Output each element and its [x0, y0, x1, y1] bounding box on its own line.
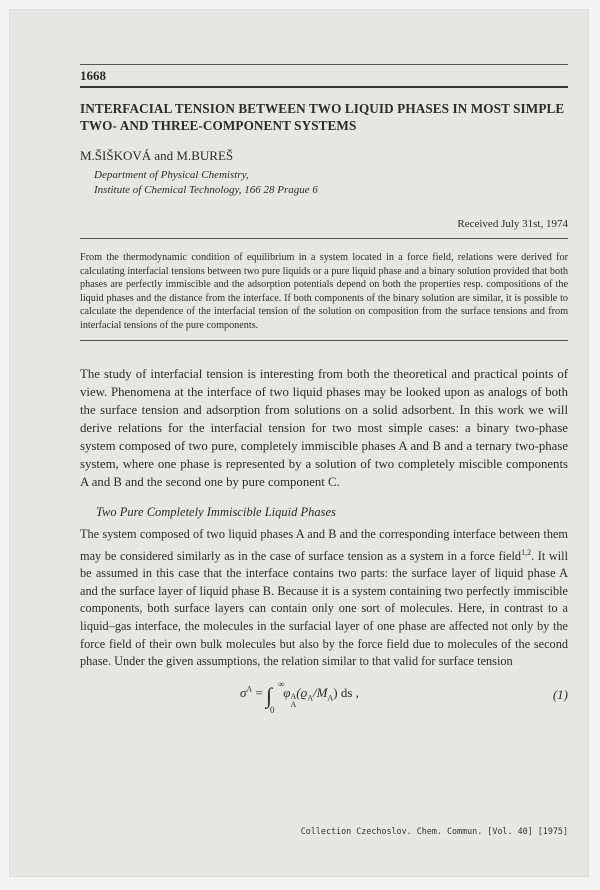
intro-paragraph: The study of interfacial tension is interesting from both the theoretical and practical points of view. Phenomena at the interface of two liquid phases may be looked upon as analogs of both the surface tension and adsorption from solutions on a solid adsorbent. In this work we will derive relations for the interfacial tension for two most simple cases: a binary two-phase system composed of two pure, completely immiscible phases A and B and a ternary two-phase system, where one phase is represented by a solution of two completely miscible components A and B and the second one by pure component C.: [80, 367, 568, 489]
eq-tail: ) ds ,: [333, 684, 359, 700]
affiliation-department: Department of Physical Chemistry,: [94, 169, 249, 181]
abstract-bottom-rule: [80, 340, 568, 341]
integral-upper-limit: ∞: [278, 678, 285, 689]
equation-1: [80, 675, 568, 719]
section-paragraph-part1: The system composed of two liquid phases A and B and the corresponding interface between them may be considered similarly as in the case of surface tension as a system in a force field: [80, 527, 568, 563]
top-rule: [80, 64, 568, 65]
citation-reference: 1,2: [521, 547, 532, 557]
section-heading: Two Pure Completely Immiscible Liquid Phases: [96, 505, 336, 519]
equation-number: (1): [552, 686, 568, 702]
section-paragraph-part2: . It will be assumed in this case that the interface contains two parts: the surface layer of liquid phase A and the surface layer of liquid phase B. Because it is a system containing two perfectly immiscible components, both surface layers can contain only one sort of molecules. Here, in contrast to a liquid–gas interface, the molecules in the surfacial layer of one phase are affected not only by the force field of their own bulk molecules but also by the force field due to molecules of the second phase. Under the given assumptions, the relation similar to that valid for surface tension: [80, 548, 568, 669]
received-date: Received July 31st, 1974: [457, 218, 568, 230]
eq-molar-mass: /M: [313, 684, 328, 700]
article-authors: M.ŠIŠKOVÁ and M.BUREŠ: [80, 148, 234, 163]
integral-lower-limit: 0: [270, 704, 275, 715]
eq-lhs: σ: [240, 684, 247, 700]
eq-integrand-sup: A: [290, 691, 297, 701]
article-title: INTERFACIAL TENSION BETWEEN TWO LIQUID PHASES IN MOST SIMPLE TWO- AND THREE-COMPONENT SYSTEMS: [80, 101, 565, 133]
eq-equals: =: [252, 684, 267, 700]
abstract-top-rule: [80, 238, 568, 239]
header-rule: [80, 86, 568, 88]
eq-integrand-sub: A: [290, 699, 297, 709]
page-content: [80, 64, 568, 836]
eq-rho-sub: A: [307, 693, 313, 703]
eq-lhs-sup: A: [246, 684, 253, 694]
section-paragraph: [80, 526, 568, 671]
scanned-page: [10, 10, 588, 876]
eq-molar-mass-sub: A: [327, 693, 334, 703]
eq-rho: (ϱ: [296, 684, 308, 700]
equation-formula: [240, 678, 359, 715]
abstract-text: From the thermodynamic condition of equilibrium in a system located in a force field, relations were derived for calculating interfacial tensions between two pure liquids or a pure liquid phase and a binary solution provided that both phases are perfectly immiscible and the adsorption potentials depend on both the properties resp. compositions of the liquid phases and the distance from the interface. If both components of the binary solution are similar, it is possible to calculate the dependence of the interfacial tension of the solution on composition from the surface tensions and from interfacial tensions of the pure components.: [80, 252, 568, 331]
eq-integrand: φ: [283, 684, 291, 700]
integral-sign: ∫ ∞ 0: [266, 678, 285, 715]
affiliation-institute: Institute of Chemical Technology, 166 28 Prague 6: [94, 184, 318, 196]
journal-footer: Collection Czechoslov. Chem. Commun. [Vol. 40] [1975]: [300, 826, 568, 836]
page-number: 1668: [80, 68, 106, 83]
